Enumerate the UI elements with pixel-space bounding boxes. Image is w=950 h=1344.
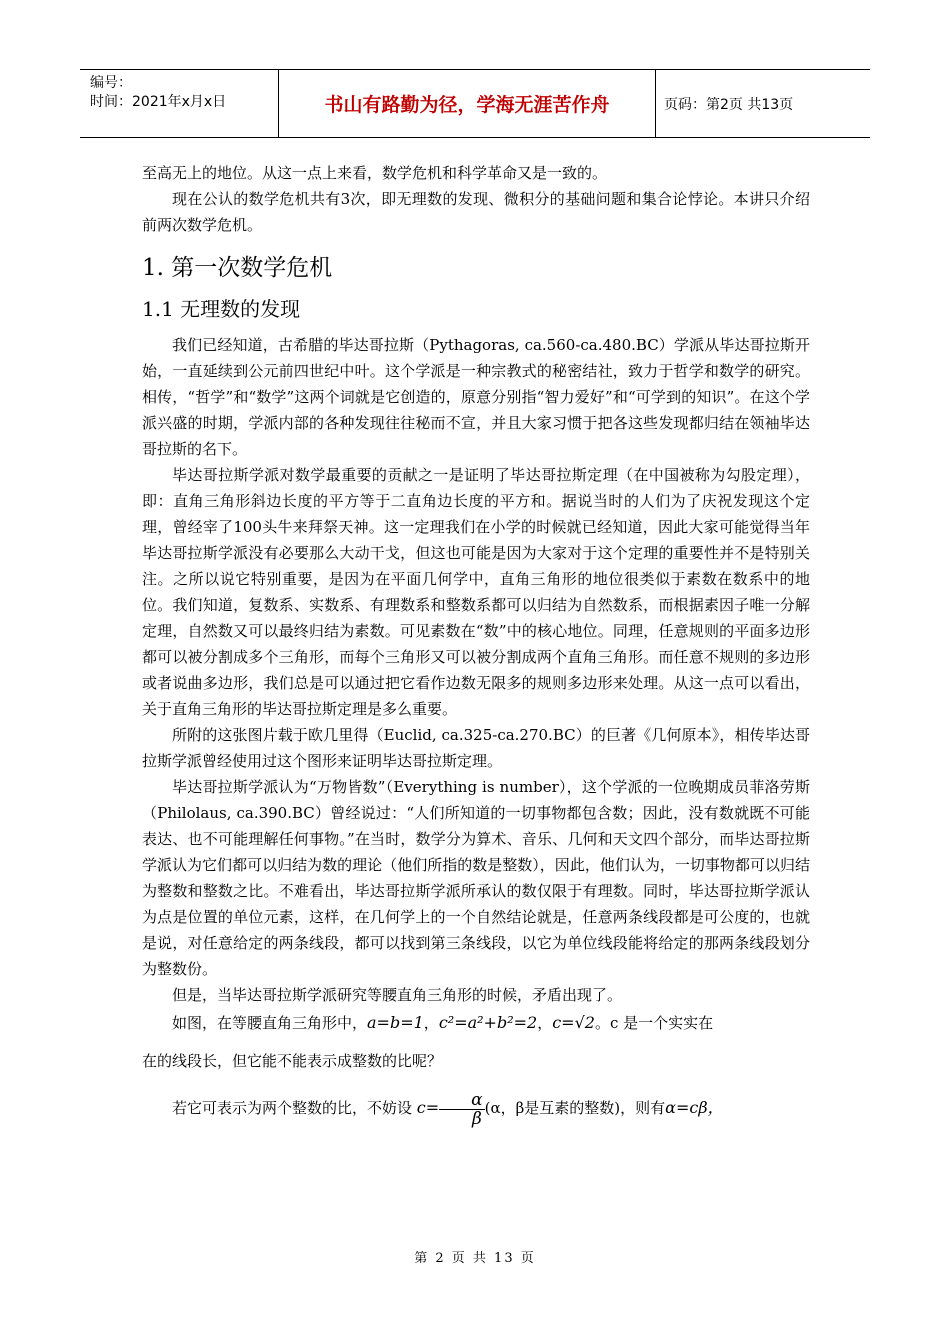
paragraph: 在的线段长，但它能不能表示成整数的比呢？ xyxy=(142,1052,443,1070)
math-expr: c²=a²+b²=2 xyxy=(438,1013,538,1032)
header-page-info: 页码：第2页 共13页 xyxy=(664,96,794,113)
number-label: 编号： xyxy=(90,75,132,91)
paragraph: 但是，当毕达哥拉斯学派研究等腰直角三角形的时候，矛盾出现了。 xyxy=(172,986,623,1004)
text: c 是一个实实在 xyxy=(609,1014,714,1032)
math-expr: c= xyxy=(416,1098,440,1117)
math-expr: a=b=1 xyxy=(367,1013,424,1032)
document-body xyxy=(142,160,810,1132)
page-footer: 第 2 页 共 13 页 xyxy=(414,1251,536,1266)
fraction-numerator: α xyxy=(439,1091,484,1110)
math-expr: α=cβ， xyxy=(665,1098,724,1117)
paragraph: 现在公认的数学危机共有3次，即无理数的发现、微积分的基础问题和集合论悖论。本讲只介绍前两次数学危机。 xyxy=(142,190,810,234)
paragraph: 毕达哥拉斯学派对数学最重要的贡献之一是证明了毕达哥拉斯定理（在中国被称为勾股定理），即：直角三角形斜边长度的平方等于二直角边长度的平方和。据说当时的人们为了庆祝发现这个定理，曾经宰了100头牛来拜祭天神。这一定理我们在小学的时候就已经知道，因此大家可能觉得当年毕达哥拉斯学派没有必要那么大动干戈，但这也可能是因为大家对于这个定理的重要性并不是特别关注。之所以说它特别重要，是因为在平面几何学中，直角三角形的地位很类似于素数在数系中的地位。我们知道，复数系、实数系、有理数系和整数系都可以归结为自然数系，而根据素因子唯一分解定理，自然数又可以最终归结为素数。可见素数在“数”中的核心地位。同理，任意规则的平面多边形都可以被分割成多个三角形，而每个三角形又可以被分割成两个直角三角形。而任意不规则的多边形或者说曲多边形，我们总是可以通过把它看作边数无限多的规则多边形来处理。从这一点可以看出，关于直角三角形的毕达哥拉斯定理是多么重要。 xyxy=(142,466,810,718)
section-heading: 1. 第一次数学危机 xyxy=(142,255,333,281)
text: 如图，在等腰直角三角形中， xyxy=(172,1014,368,1032)
paragraph: 至高无上的地位。从这一点上来看，数学危机和科学革命又是一致的。 xyxy=(142,164,608,182)
date-label: 时间：2021年x月x日 xyxy=(90,94,227,110)
text: 若它可表示为两个整数的比，不妨设 xyxy=(172,1099,413,1117)
subsection-heading: 1.1 无理数的发现 xyxy=(142,297,301,321)
header-motto: 书山有路勤为径，学海无涯苦作舟 xyxy=(278,70,656,137)
fraction xyxy=(439,1091,484,1128)
page-header xyxy=(80,69,870,138)
paragraph: 所附的这张图片载于欧几里得（Euclid, ca.325-ca.270.BC）的巨著《几何原本》，相传毕达哥拉斯学派曾经使用过这个图形来证明毕达哥拉斯定理。 xyxy=(142,726,810,770)
paragraph-with-fraction xyxy=(142,1084,810,1132)
math-expr: c=√2 xyxy=(552,1013,595,1032)
header-meta xyxy=(80,70,278,137)
paragraph: 毕达哥拉斯学派认为“万物皆数”（Everything is number），这个学派的一位晚期成员菲洛劳斯（Philolaus, ca.390.BC）曾经说过：“人们所知道的一切事物都包含数；因此，没有数就既不可能表达、也不可能理解任何事物。”在当时，数学分为算术、音乐、几何和天文四个部分，而毕达哥拉斯学派认为它们都可以归结为数的理论（他们所指的数是整数），因此，他们认为，一切事物都可以归结为整数和整数之比。不难看出，毕达哥拉斯学派所承认的数仅限于有理数。同时，毕达哥拉斯学派认为点是位置的单位元素，这样，在几何学上的一个自然结论就是，任意两条线段都是可公度的，也就是说，对任意给定的两条线段，都可以找到第三条线段，以它为单位线段能将给定的那两条线段划分为整数份。 xyxy=(142,778,810,978)
text: (α，β是互素的整数)，则有 xyxy=(484,1099,666,1117)
paragraph-with-math: 如图，在等腰直角三角形中，a=b=1，c²=a²+b²=2，c=√2。c 是一个实实在 xyxy=(172,1013,714,1032)
paragraph: 我们已经知道，古希腊的毕达哥拉斯（Pythagoras, ca.560-ca.480.BC）学派从毕达哥拉斯开始，一直延续到公元前四世纪中叶。这个学派是一种宗教式的秘密结社，致力于哲学和数学的研究。相传，“哲学”和“数学”这两个词就是它创造的，原意分别指“智力爱好”和“可学到的知识”。在这个学派兴盛的时期，学派内部的各种发现往往秘而不宣，并且大家习惯于把各这些发现都归结在领袖毕达哥拉斯的名下。 xyxy=(142,336,810,458)
fraction-denominator: β xyxy=(472,1108,482,1129)
